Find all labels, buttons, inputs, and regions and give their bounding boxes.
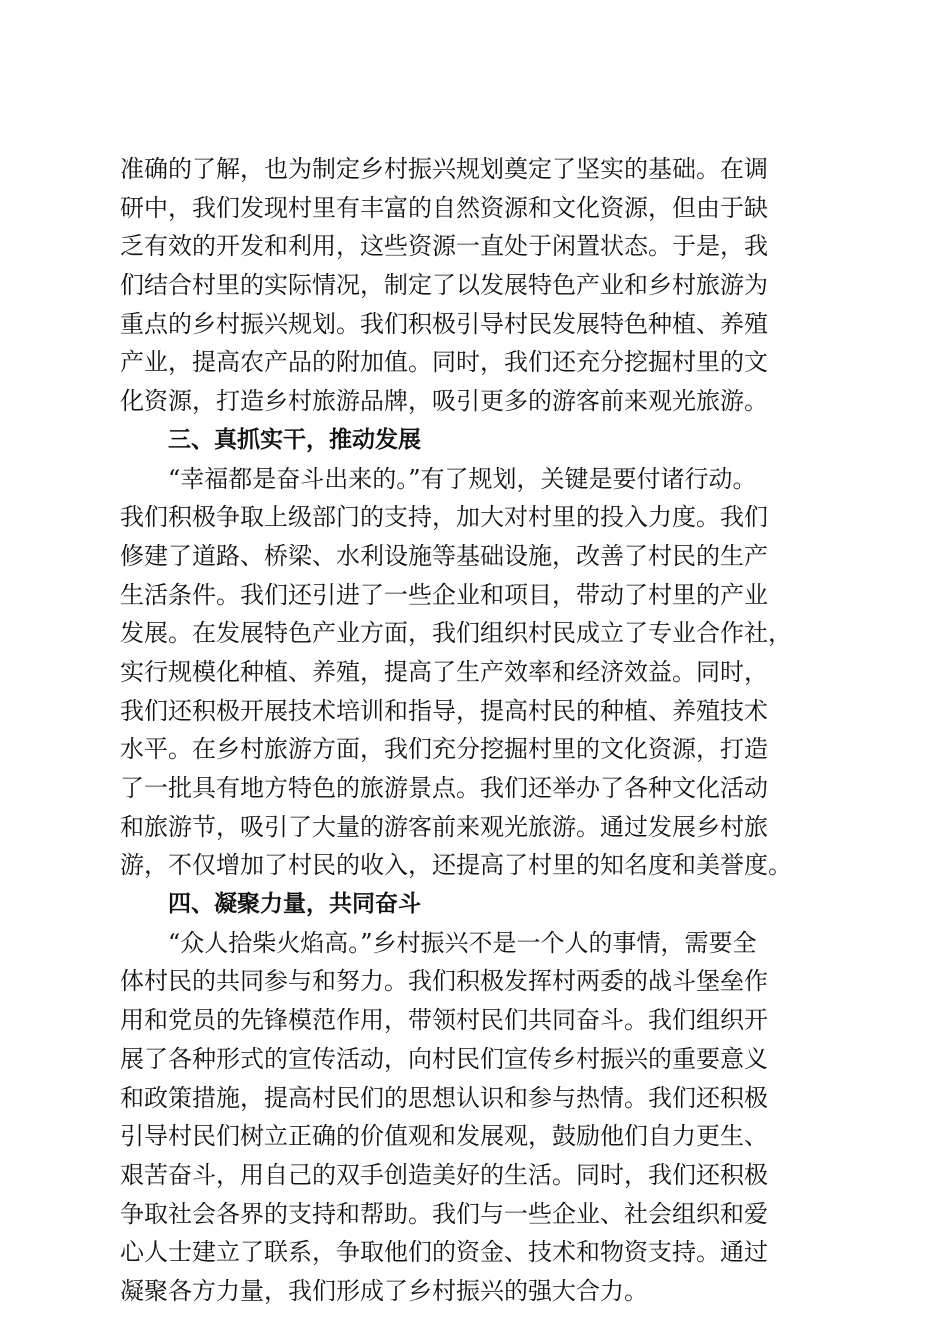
text-line: 我们积极争取上级部门的支持，加大对村里的投入力度。我们 <box>120 503 768 532</box>
text-line: 我们还积极开展技术培训和指导，提高村民的种植、养殖技术 <box>120 696 768 725</box>
text-line: 和旅游节，吸引了大量的游客前来观光旅游。通过发展乡村旅 <box>120 812 768 841</box>
text-line: 们结合村里的实际情况，制定了以发展特色产业和乡村旅游为 <box>120 271 768 300</box>
text-line: 展了各种形式的宣传活动，向村民们宣传乡村振兴的重要意义 <box>120 1044 768 1073</box>
text-line: 和政策措施，提高村民们的思想认识和参与热情。我们还积极 <box>120 1083 768 1112</box>
text-line: 实行规模化种植、养殖，提高了生产效率和经济效益。同时， <box>120 657 768 686</box>
text-line: 凝聚各方力量，我们形成了乡村振兴的强大合力。 <box>120 1276 648 1305</box>
section-heading-4: 四、凝聚力量，共同奋斗 <box>168 891 421 918</box>
text-line: 艰苦奋斗，用自己的双手创造美好的生活。同时，我们还积极 <box>120 1160 768 1189</box>
text-line: 生活条件。我们还引进了一些企业和项目，带动了村里的产业 <box>120 580 768 609</box>
section-heading-3: 三、真抓实干，推动发展 <box>168 426 421 453</box>
text-line: 心人士建立了联系，争取他们的资金、技术和物资支持。通过 <box>120 1238 768 1267</box>
text-line: 化资源，打造乡村旅游品牌，吸引更多的游客前来观光旅游。 <box>120 387 768 416</box>
text-line: 用和党员的先锋模范作用，带领村民们共同奋斗。我们组织开 <box>120 1006 768 1035</box>
document-page <box>120 150 830 1311</box>
text-line: 争取社会各界的支持和帮助。我们与一些企业、社会组织和爱 <box>120 1199 768 1228</box>
text-line: “众人拾柴火焰高。”乡村振兴不是一个人的事情，需要全 <box>168 928 757 957</box>
text-line: 研中，我们发现村里有丰富的自然资源和文化资源，但由于缺 <box>120 193 768 222</box>
text-line: 水平。在乡村旅游方面，我们充分挖掘村里的文化资源，打造 <box>120 735 768 764</box>
text-line: 游，不仅增加了村民的收入，还提高了村里的知名度和美誉度。 <box>120 851 792 880</box>
text-line: 引导村民们树立正确的价值观和发展观，鼓励他们自力更生、 <box>120 1122 768 1151</box>
text-line: “幸福都是奋斗出来的。”有了规划，关键是要付诸行动。 <box>168 464 757 493</box>
text-line: 发展。在发展特色产业方面，我们组织村民成立了专业合作社， <box>120 619 792 648</box>
text-line: 修建了道路、桥梁、水利设施等基础设施，改善了村民的生产 <box>120 541 768 570</box>
text-line: 准确的了解，也为制定乡村振兴规划奠定了坚实的基础。在调 <box>120 155 768 183</box>
text-line: 了一批具有地方特色的旅游景点。我们还举办了各种文化活动 <box>120 774 768 802</box>
text-line: 乏有效的开发和利用，这些资源一直处于闲置状态。于是，我 <box>120 232 768 261</box>
text-line: 产业，提高农产品的附加值。同时，我们还充分挖掘村里的文 <box>120 348 768 377</box>
text-line: 体村民的共同参与和努力。我们积极发挥村两委的战斗堡垒作 <box>120 967 768 996</box>
text-line: 重点的乡村振兴规划。我们积极引导村民发展特色种植、养殖 <box>120 309 768 338</box>
